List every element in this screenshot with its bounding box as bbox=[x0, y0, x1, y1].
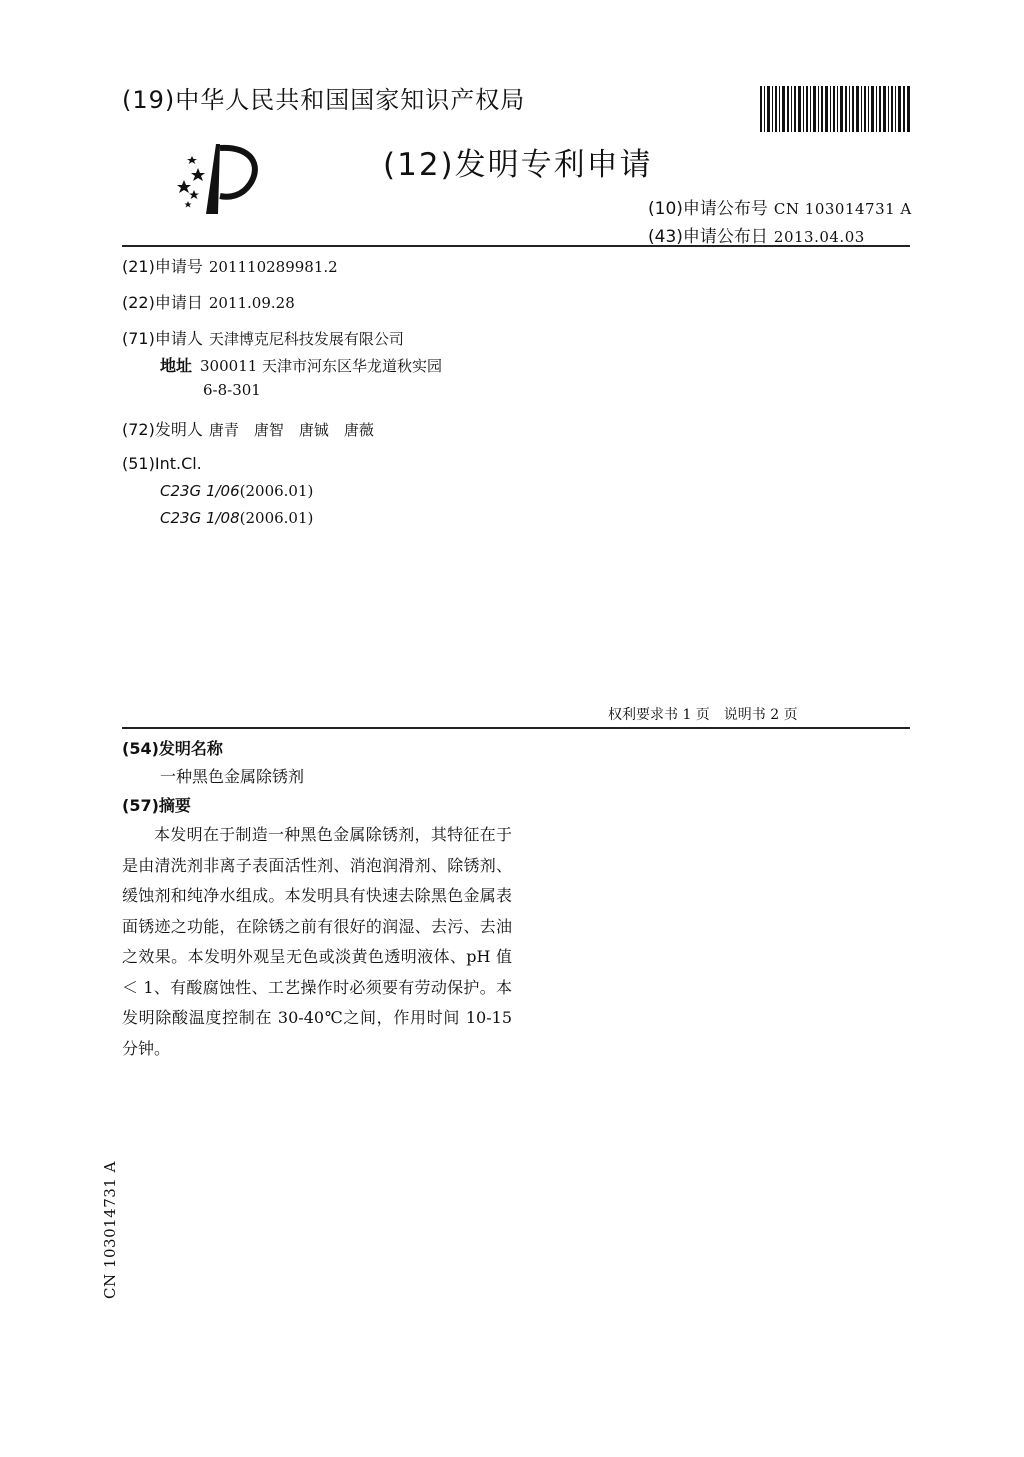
invention-title: 一种黑色金属除锈剂 bbox=[160, 767, 305, 786]
page-count: 权利要求书 1 页 说明书 2 页 bbox=[608, 707, 798, 723]
barcode bbox=[760, 86, 910, 132]
abstract-text: 本发明在于制造一种黑色金属除锈剂，其特征在于是由清洗剂非离子表面活性剂、消泡润滑剂、除锈剂、缓蚀剂和纯净水组成。本发明具有快速去除黑色金属表面锈迹之功能，在除锈之前有很好的润湿、去污、去油之效果。本发明外观呈无色或淡黄色透明液体、pH 值＜ 1、有酸腐蚀性、工艺操作时必须要有劳动保护。本发明除酸温度控制在 30-40℃之间，作用时间 10-15 分钟。 bbox=[122, 825, 512, 1058]
publication-date bbox=[648, 222, 865, 247]
address-label: 地址 bbox=[160, 356, 193, 375]
inventors-value: 唐青 唐智 唐铖 唐薇 bbox=[208, 421, 374, 439]
applicant-label: (71)申请人 bbox=[122, 329, 203, 348]
applicant bbox=[122, 326, 404, 349]
publication-number-value: CN 103014731 A bbox=[773, 200, 912, 218]
ipc-code: C23G 1/08 bbox=[160, 509, 240, 527]
middle-divider bbox=[122, 727, 910, 729]
spine-publication-number: CN 103014731 A bbox=[101, 1161, 119, 1299]
filing-date-value: 2011.09.28 bbox=[208, 294, 295, 312]
application-number-value: 201110289981.2 bbox=[208, 258, 338, 276]
patent-office-logo bbox=[172, 140, 267, 218]
inventors-label: (72)发明人 bbox=[122, 420, 203, 439]
applicant-value: 天津博克尼科技发展有限公司 bbox=[208, 330, 404, 348]
top-divider bbox=[122, 245, 910, 247]
ipc-year: (2006.01) bbox=[239, 509, 314, 527]
publication-date-value: 2013.04.03 bbox=[773, 228, 865, 246]
address-line-2: 6-8-301 bbox=[203, 381, 261, 399]
ipc-code: C23G 1/06 bbox=[160, 482, 240, 500]
publication-date-label: (43)申请公布日 bbox=[648, 227, 768, 247]
publication-number bbox=[648, 194, 912, 219]
address bbox=[160, 353, 442, 376]
title-label: (54)发明名称 bbox=[122, 739, 223, 758]
filing-date bbox=[122, 290, 295, 313]
publication-number-label: (10)申请公布号 bbox=[648, 199, 768, 219]
ipc-entry bbox=[160, 509, 313, 527]
office-name: (19)中华人民共和国国家知识产权局 bbox=[122, 86, 526, 114]
abstract-label: (57)摘要 bbox=[122, 796, 191, 815]
filing-date-label: (22)申请日 bbox=[122, 293, 203, 312]
address-line-1: 300011 天津市河东区华龙道秋实园 bbox=[200, 357, 443, 375]
application-number bbox=[122, 254, 338, 277]
ipc-label: (51)Int.Cl. bbox=[122, 454, 202, 473]
ipc-entry bbox=[160, 482, 313, 500]
ipc-year: (2006.01) bbox=[239, 482, 314, 500]
document-type: (12)发明专利申请 bbox=[383, 147, 653, 183]
inventors bbox=[122, 417, 374, 440]
application-number-label: (21)申请号 bbox=[122, 257, 203, 276]
